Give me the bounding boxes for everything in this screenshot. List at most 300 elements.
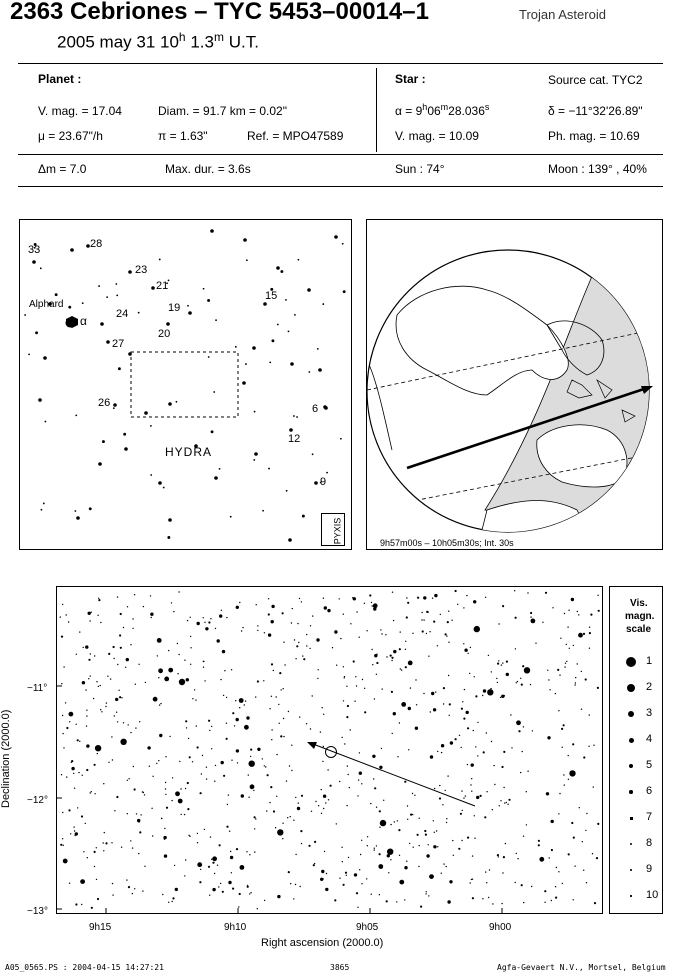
field-star	[425, 893, 426, 894]
star-vmag: V. mag. = 10.09	[395, 129, 479, 143]
field-star	[115, 698, 118, 701]
field-star	[589, 632, 591, 634]
field-star	[254, 816, 256, 818]
field-star	[485, 871, 486, 872]
field-star	[544, 902, 545, 903]
field-star	[128, 778, 129, 779]
finder-star	[246, 259, 248, 261]
field-star	[413, 847, 414, 848]
field-star	[510, 714, 511, 715]
field-star	[298, 802, 299, 803]
field-star	[177, 673, 178, 674]
finder-star	[314, 481, 318, 485]
field-star	[113, 658, 114, 659]
field-star	[86, 725, 87, 726]
field-star	[558, 710, 559, 711]
field-star	[474, 815, 475, 816]
chart-region-box	[131, 352, 238, 417]
field-star	[277, 895, 280, 898]
field-star	[353, 660, 355, 662]
finder-star	[70, 248, 74, 252]
field-star	[190, 636, 191, 637]
field-star	[256, 604, 257, 605]
field-star	[239, 893, 241, 895]
field-star	[574, 865, 575, 866]
constellation-label: HYDRA	[165, 445, 213, 459]
field-star	[404, 866, 407, 869]
field-star	[94, 655, 95, 656]
field-star	[230, 856, 233, 859]
field-star	[343, 614, 344, 615]
field-star	[236, 749, 239, 752]
field-star	[312, 615, 313, 616]
field-star	[542, 622, 543, 623]
field-star	[393, 620, 394, 621]
field-star	[500, 697, 501, 698]
field-star	[159, 704, 160, 705]
field-star	[320, 731, 321, 732]
field-star	[165, 756, 166, 757]
scale-title-2: magn.	[625, 611, 655, 622]
field-star	[470, 784, 471, 785]
field-star	[504, 802, 505, 803]
finder-star	[76, 516, 80, 520]
scale-level-label: 2	[646, 681, 653, 693]
field-star	[212, 862, 214, 864]
finder-star	[150, 474, 152, 476]
field-star	[306, 723, 307, 724]
field-star	[586, 813, 587, 814]
field-star	[440, 614, 441, 615]
field-star	[133, 766, 134, 767]
field-star	[334, 630, 337, 633]
field-star	[526, 824, 527, 825]
field-star	[379, 894, 380, 895]
field-star	[434, 788, 435, 789]
field-star	[215, 765, 216, 766]
field-star	[463, 643, 464, 644]
field-star	[334, 899, 336, 901]
field-star	[93, 698, 94, 699]
field-star	[98, 599, 100, 601]
finder-number-label: 26	[98, 397, 111, 409]
field-star	[197, 622, 200, 625]
field-star	[434, 594, 437, 597]
field-star	[61, 683, 62, 684]
field-star	[522, 665, 524, 667]
field-star	[501, 695, 504, 698]
field-star	[548, 679, 549, 680]
field-star	[271, 739, 272, 740]
field-star	[184, 814, 185, 815]
field-star	[114, 810, 115, 811]
field-star	[195, 699, 196, 700]
field-star	[86, 710, 87, 711]
field-star	[539, 857, 544, 862]
star-source: Source cat. TYC2	[548, 73, 643, 87]
field-star	[532, 730, 533, 731]
finder-star	[106, 296, 108, 298]
field-star	[350, 623, 351, 624]
field-star	[312, 695, 313, 696]
scale-dot	[629, 738, 634, 743]
finder-stars	[20, 220, 351, 549]
info-mid-rule	[18, 154, 663, 155]
field-star	[82, 775, 83, 776]
field-star	[415, 679, 416, 680]
field-star	[523, 836, 524, 837]
field-star	[464, 649, 467, 652]
field-star	[120, 739, 126, 745]
field-star	[249, 854, 250, 855]
field-star	[597, 823, 599, 825]
finder-star	[286, 490, 288, 492]
field-star	[387, 849, 393, 855]
field-star	[97, 615, 98, 616]
field-star	[114, 715, 115, 716]
field-star	[461, 747, 462, 748]
field-star	[186, 727, 187, 728]
field-star	[242, 627, 243, 628]
field-star	[130, 732, 131, 733]
field-star	[460, 813, 462, 815]
field-star	[171, 602, 172, 603]
field-star	[318, 805, 319, 806]
field-star	[538, 840, 540, 842]
field-star	[120, 647, 122, 649]
field-star	[66, 614, 67, 615]
field-star	[562, 747, 563, 748]
field-star	[88, 612, 91, 615]
field-star	[98, 598, 99, 599]
field-star	[383, 800, 384, 801]
field-star	[150, 595, 151, 596]
field-star	[156, 763, 157, 764]
field-star	[354, 701, 355, 702]
field-star	[283, 688, 284, 689]
field-star	[190, 647, 191, 648]
scale-dot	[630, 817, 633, 820]
field-star	[373, 607, 376, 610]
field-star	[524, 667, 530, 673]
field-star	[112, 883, 113, 884]
field-star	[439, 797, 441, 799]
field-star	[433, 820, 434, 821]
finder-star	[334, 235, 338, 239]
field-star	[364, 603, 365, 604]
field-star	[268, 633, 271, 636]
field-star	[127, 606, 128, 607]
date-suffix: U.T.	[223, 32, 259, 52]
field-star	[226, 697, 227, 698]
field-star	[349, 787, 350, 788]
scale-level-label: 1	[646, 655, 653, 667]
field-star	[447, 621, 449, 623]
finder-star	[297, 259, 299, 261]
field-star	[376, 674, 377, 675]
planet-diameter: Diam. = 91.7 km = 0.02"	[158, 104, 287, 118]
field-star	[94, 764, 96, 766]
field-star	[425, 834, 427, 836]
finder-star	[138, 312, 140, 314]
field-star	[573, 899, 574, 900]
field-star	[371, 649, 372, 650]
field-star	[433, 621, 435, 623]
ra-seconds: 28.036	[448, 104, 485, 118]
finder-star	[158, 481, 162, 485]
field-star	[70, 833, 71, 834]
field-star	[522, 751, 523, 752]
finder-star	[288, 330, 290, 332]
field-star	[257, 625, 258, 626]
field-star	[379, 766, 382, 769]
field-star	[426, 633, 427, 634]
field-star	[343, 884, 345, 886]
field-star	[172, 777, 173, 778]
field-star	[566, 644, 567, 645]
field-star	[379, 853, 381, 855]
field-star	[506, 802, 507, 803]
field-star	[300, 886, 301, 887]
field-star	[135, 684, 136, 685]
field-star	[88, 678, 89, 679]
field-star	[575, 677, 576, 678]
finder-star	[100, 322, 104, 326]
field-star	[497, 682, 498, 683]
field-star	[165, 788, 166, 789]
field-star	[271, 663, 273, 665]
field-star	[496, 678, 497, 679]
field-star	[565, 663, 566, 664]
field-star	[204, 680, 205, 681]
field-star	[343, 666, 344, 667]
field-star	[507, 804, 508, 805]
field-star	[569, 770, 575, 776]
field-star	[501, 766, 503, 768]
finder-star	[242, 381, 246, 385]
field-star	[228, 881, 231, 884]
field-star	[569, 648, 570, 649]
field-star	[404, 781, 406, 783]
field-star	[94, 866, 95, 867]
field-star	[592, 853, 593, 854]
field-star	[483, 751, 485, 753]
field-star	[153, 697, 158, 702]
field-star	[490, 688, 491, 689]
field-star	[477, 755, 478, 756]
field-star	[457, 604, 458, 605]
finder-star	[188, 311, 192, 315]
finder-star	[75, 414, 77, 416]
field-star	[559, 793, 560, 794]
field-star	[89, 620, 90, 621]
field-star	[443, 687, 445, 689]
field-star	[397, 820, 398, 821]
finder-star	[113, 407, 115, 409]
field-star	[116, 712, 117, 713]
field-star	[561, 728, 563, 730]
field-star	[111, 842, 112, 843]
field-star	[62, 715, 63, 716]
field-star	[83, 647, 84, 648]
finder-star	[302, 515, 305, 518]
field-star	[405, 641, 406, 642]
finder-star	[296, 416, 298, 418]
field-star	[222, 891, 224, 893]
finder-star	[115, 283, 117, 285]
field-star	[517, 858, 518, 859]
field-star	[116, 796, 118, 798]
field-star	[323, 808, 324, 809]
field-star	[549, 689, 550, 690]
field-star	[158, 760, 159, 761]
field-star	[346, 686, 347, 687]
field-star	[187, 620, 188, 621]
finder-star	[294, 314, 296, 316]
field-star	[423, 596, 426, 599]
finder-star	[28, 353, 30, 355]
field-star	[464, 689, 465, 690]
field-star	[197, 862, 202, 867]
field-star	[95, 745, 101, 751]
field-star	[134, 788, 136, 790]
field-star	[551, 820, 554, 823]
field-star	[270, 786, 272, 788]
pyxis-box	[321, 513, 345, 546]
field-star	[446, 635, 447, 636]
field-star	[134, 888, 135, 889]
field-star	[271, 696, 272, 697]
field-star	[175, 791, 180, 796]
field-star	[530, 616, 531, 617]
field-star	[62, 604, 63, 605]
field-star	[577, 611, 578, 612]
field-star	[91, 907, 93, 909]
field-star	[376, 654, 377, 655]
magnitude-scale	[609, 586, 663, 914]
field-star	[204, 829, 205, 830]
field-star	[518, 730, 520, 732]
field-star	[77, 807, 78, 808]
field-star	[359, 752, 360, 753]
field-star	[246, 716, 249, 719]
field-star	[117, 721, 118, 722]
field-star	[406, 861, 407, 862]
field-star	[581, 671, 582, 672]
field-star	[372, 605, 373, 606]
field-star	[431, 692, 434, 695]
field-star	[597, 687, 599, 689]
field-star	[264, 632, 265, 633]
field-star	[452, 840, 453, 841]
field-star	[101, 711, 102, 712]
field-star	[409, 843, 410, 844]
field-star	[593, 745, 594, 746]
field-star	[168, 902, 169, 903]
field-star	[119, 696, 121, 698]
finder-chart	[19, 219, 352, 550]
field-star	[190, 617, 191, 618]
field-star	[339, 781, 340, 782]
field-star	[564, 666, 565, 667]
field-star	[107, 676, 108, 677]
field-star	[235, 700, 236, 701]
finder-star	[82, 302, 84, 304]
field-star	[462, 810, 463, 811]
field-star	[366, 878, 367, 879]
field-star	[530, 684, 531, 685]
globe-panel	[366, 219, 663, 550]
finder-star	[43, 503, 45, 505]
field-star	[151, 808, 152, 809]
field-star	[369, 594, 371, 596]
field-star	[590, 614, 592, 616]
field-star	[301, 601, 302, 602]
finder-star	[215, 319, 217, 321]
field-star	[408, 749, 409, 750]
finder-star	[271, 339, 274, 342]
field-star	[501, 664, 502, 665]
field-star	[449, 880, 452, 883]
field-star	[196, 725, 197, 726]
field-star	[185, 859, 186, 860]
field-star	[288, 871, 290, 873]
field-star	[568, 853, 570, 855]
field-star	[178, 591, 179, 592]
finder-star	[285, 299, 287, 301]
field-star	[98, 686, 99, 687]
field-star	[257, 680, 259, 682]
delta-mag: Δm = 7.0	[38, 162, 87, 176]
finder-star	[74, 510, 76, 512]
field-star	[564, 784, 565, 785]
finder-star	[89, 507, 92, 510]
finder-star	[211, 430, 214, 433]
field-star	[364, 688, 365, 689]
field-star	[158, 668, 163, 673]
field-star	[475, 746, 476, 747]
field-star	[236, 718, 239, 721]
finder-star	[342, 243, 344, 245]
field-star	[586, 882, 587, 883]
field-star	[470, 882, 471, 883]
field-star	[66, 727, 68, 729]
field-star	[323, 795, 326, 798]
field-star	[306, 645, 307, 646]
field-star	[295, 658, 296, 659]
field-star	[281, 689, 282, 690]
field-star	[557, 669, 559, 671]
field-star	[412, 793, 413, 794]
finder-star	[208, 356, 210, 358]
field-star	[469, 673, 470, 674]
field-star	[282, 838, 283, 839]
field-star	[416, 704, 417, 705]
field-star	[273, 670, 274, 671]
field-star	[221, 610, 222, 611]
finder-star	[32, 260, 36, 264]
field-star	[178, 799, 183, 804]
field-star	[321, 789, 322, 790]
field-star	[376, 845, 377, 846]
track-arrow	[307, 742, 317, 749]
field-star	[86, 744, 89, 747]
scale-level-label: 4	[646, 733, 653, 745]
field-star	[437, 751, 438, 752]
field-star	[197, 833, 198, 834]
field-star	[574, 684, 575, 685]
finder-star	[35, 331, 38, 334]
